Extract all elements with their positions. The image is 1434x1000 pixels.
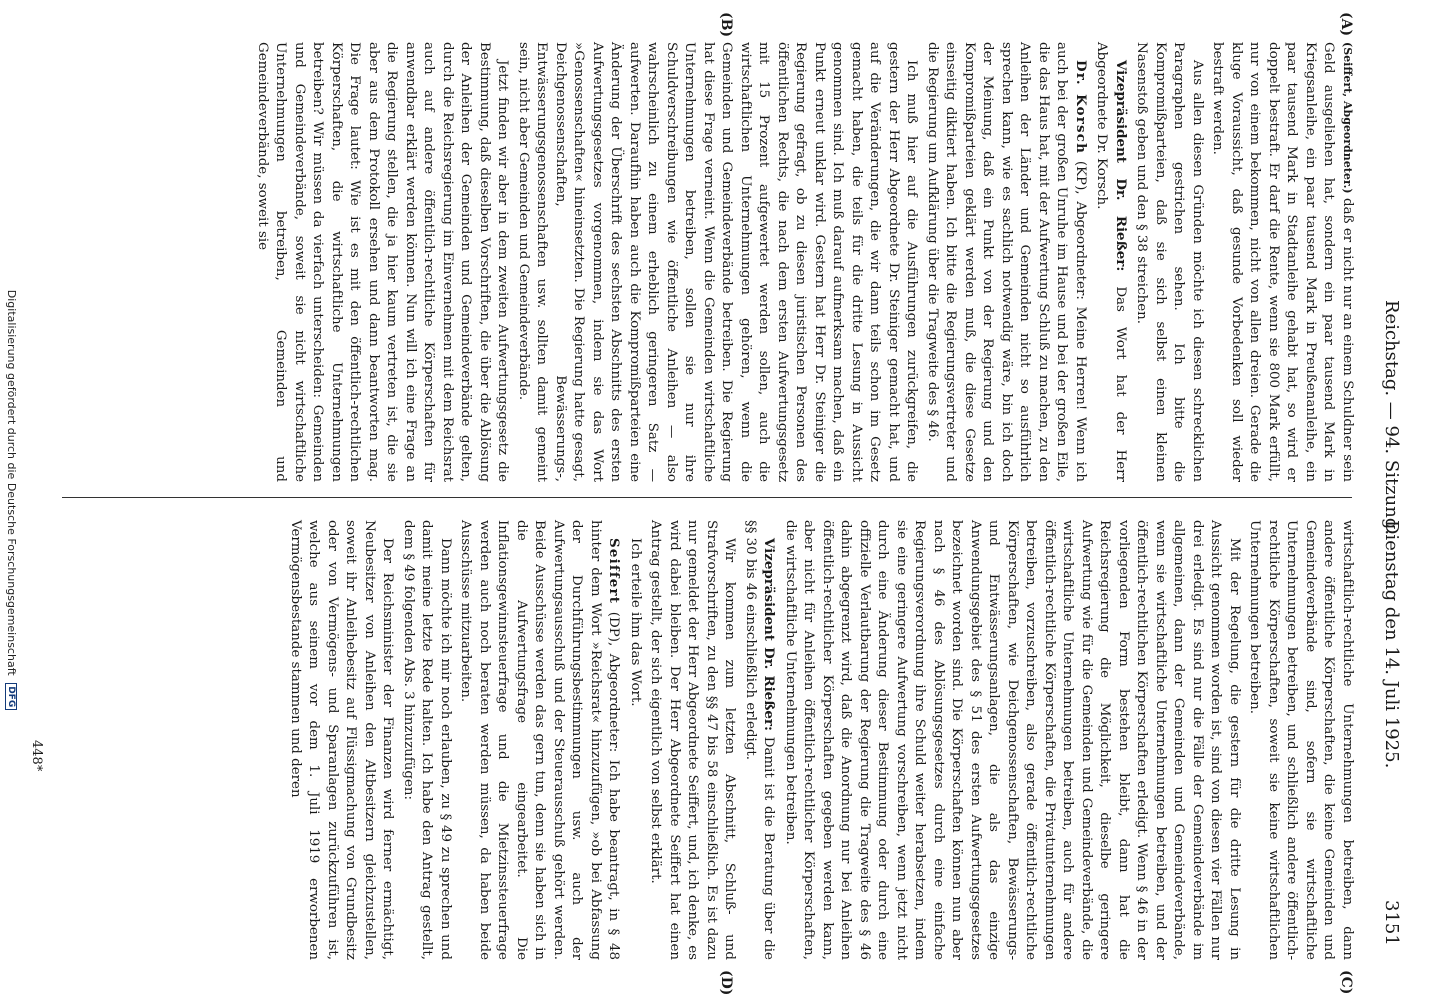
page-header [1362, 0, 1402, 1000]
dfg-logo: DFG [5, 683, 17, 710]
paragraph: Aus allen diesen Gründen möchte ich diesen schrecklichen Paragraphen gestrichen sehen. Ich bitte die Kompromißparteien, daß sie sich selbst einen kleinen Nasenstoß geben und den § 38 streichen. [1134, 42, 1205, 482]
paragraph [923, 42, 1091, 482]
paragraph [1208, 42, 1356, 482]
paragraph-text: daß er nicht nur an einem Schuldner sein Geld ausgeliehen hat, sondern ein paar tausend Mark in Kriegsanleihe, ein paar tausend Mark in Preußenanleihe, ein paar tausend Mark in Stadtanleihe gehabt hat, so wird er doppelt bestraft. Er darf die Rente, wenn sie 800 Mark erfüllt, nur von einem bekommen, nicht von allen dreien. Gerade die kluge Voraussicht, daß gesunde Vorbedenken soll wieder bestraft werden. [1210, 42, 1355, 482]
paragraph: Ich muß hier auf die Ausführungen zurückgreifen, die gestern der Herr Abgeordnete Dr. Steiniger gemacht hat, und auf die Veränderungen, die wir dann teils schon im Gesetz gemacht haben, die teils für die dritte Lesung in Aussicht genommen sind. Ich muß darauf aufmerksam machen, daß ein Punkt erneut unklar wird. Gestern hat Herr Dr. Steiniger die Regierung gefragt, ob zu diesen juristischen Personen des öffentlichen Rechts, die nach dem ersten Aufwertungsgesetz mit 15 Prozent aufgewertet werden sollen, auch die wirtschaftlichen Unternehmungen gehören, wenn die Gemeinden und Gemeindeverbände betreiben. Die Regierung hat diese Frage verneint. Wenn die Gemeinden wirtschaftliche Unternehmungen betreiben, sollen sie nur ihre Schuldverschreibungen wie öffentliche Anleihen — also wahrscheinlich zu einem erheblich geringeren Satz — aufwerten. Daraufhin haben auch die Kompromißparteien eine Änderung der Überschrift des sechsten Abschnitts des ersten Aufwertungsgesetzes vorgenommen, indem sie das Wort »Genossenschaften« hineinsetzten. Die Regierung hatte gesagt, Deichgenossenschaften, Bewässerungs-, Entwässerungsgenossenschaften usw. sollten damit gemeint sein, nicht aber Gemeinden und Gemeindeverbände. [516, 42, 920, 482]
speaker-name: Dr. Korsch [1073, 60, 1089, 155]
paragraph: Mit der Regelung, die gestern für die dritte Lesung in Aussicht genommen worden ist, sind von diesen vier Fällen nur drei erledigt. Es sind nur die Fälle der Gemeindeverbände im allgemeinen, dann der Gemeinden und Gemeindeverbände, wenn sie wirtschaftliche Unternehmungen betreiben, und der öffentlich-rechtlichen Körperschaften erledigt. Wenn § 46 in der vorliegenden Form bestehen bleibt, dann hat die Reichsregierung die Möglichkeit, dieselbe geringere Aufwertung wie für die Gemeinden und Gemeindeverbände, die wirtschaftliche Unternehmungen betreiben, auch für andere öffentlich-rechtliche Körperschaften, die Privatunternehmungen betreiben, vorzuschreiben, also gerade öffentlich-rechtliche Körperschaften, wie Deichgenossenschaften, Bewässerungs- und Entwässerungsanlagen, die als das einzige Anwendungsgebiet des § 51 des ersten Aufwertungsgesetzes bezeichnet worden sind. Die Körperschaften können nun aber nach § 46 des Ablösungsgesetzes durch eine einfache Regierungsverordnung ihre Schuld weiter herabsetzen, indem sie eine geringere Aufwertung vorschreiben, wenn jetzt nicht durch eine Änderung dieser Bestimmung oder durch eine offizielle Verlautbarung der Regierung die Tragweite des § 46 dahin abgegrenzt wird, daß die Anordnung nur bei Anleihen öffentlich-rechtlicher Körperschaften gegeben werden kann, aber nicht für Anleihen öffentlich-rechtlicher Körperschaften, die wirtschaftliche Unternehmungen betreiben. [783, 520, 1242, 960]
page-number: 3151 [1381, 900, 1402, 946]
paragraph-text: Meine Herren! Wenn ich auch bei der großen Unruhe im Hause und bei der großen Eile, die das Haus hat, mit der Aufwertung Schluß zu machen, zu den Anleihen der Länder und Gemeinden nicht so ausführlich sprechen kann, wie es sachlich notwendig wäre, bin ich doch der Meinung, daß ein Punkt von der Regierung und den Kompromißparteien geklärt werden muß, die diese Gesetze einseitig diktiert haben. Ich bitte die Regierungsvertreter und die Regierung um Aufklärung über die Tragweite des § 46. [925, 42, 1088, 483]
quoted-motion: Der Reichsminister der Finanzen wird ferner ermächtigt, Neubesitzer von Anleihen den Altbesitzern gleichzustellen, soweit ihr Anleihebesitz auf Flüssigmachung von Grundbesitz oder von Vermögens- und Sparanlagen zurückzuführen ist, welche aus seinem vor dem 1. Juli 1919 erworbenen Vermögensbestande stammen und deren [288, 520, 396, 960]
speaker-party: (DP), Abgeordneter: [606, 611, 622, 753]
paragraph [1092, 42, 1130, 482]
paragraph-text: Ich habe beantragt, in § 48 hinter dem Wort »Reichsrat« hinzuzufügen, »ob bei Abfassung der Durchführungsbestimmungen usw. auch der Aufwertungsausschuß und der Steuerausschuß gehört werden. Beide Ausschüsse werden das gern tun, denn sie haben sich in die Aufwertungsfrage eingearbeitet. Die Inflationsgewinnsteuerfrage und die Mietzinssteuerfrage werden auch noch beraten werden müssen, da haben beide Ausschüsse mitzuarbeiten. [458, 520, 622, 960]
digitization-note [2, 0, 18, 1000]
paragraph-text: Damit ist die Beratung über die §§ 30 bis 46 einschließlich erledigt. [743, 520, 777, 960]
paragraph: Jetzt finden wir aber in dem zweiten Aufwertungsgesetz die Bestimmung, daß dieselben Vorschriften, die über die Ablösung der Anleihen der Gemeinden und Gemeindeverbände gelten, durch die Reichsregierung im Einvernehmen mit dem Reichsrat auch auf andere öffentlich-rechtliche Körperschaften für anwendbar erklärt werden können. Nun will ich eine Frage an die Regierung stellen, die ja hier kaum vertreten ist, die sie aber aus dem Protokoll ersehen und dann beantworten mag. Die Frage lautet: Wie ist es mit den öffentlich-rechtlichen Körperschaften, die wirtschaftliche Unternehmungen betreiben? Wir müssen da vierfach unterscheiden: Gemeinden und Gemeindeverbände, soweit sie nicht wirtschaftliche Unternehmungen betreiben, Gemeinden und Gemeindeverbände, soweit sie [255, 42, 511, 482]
margin-marker-a: (A) [1338, 12, 1354, 37]
paragraph-text: Das Wort hat der Herr Abgeordnete Dr. Korsch. [1094, 42, 1128, 482]
margin-marker-d: (D) [718, 970, 734, 996]
margin-marker-c: (C) [1338, 970, 1354, 995]
speaker-continuation: (Seiffert, Abgeordneter.) [1341, 42, 1354, 194]
header-right: Dienstag den 14. Juli 1925. [1381, 520, 1402, 769]
margin-marker-b: (B) [718, 12, 734, 38]
header-left: Reichstag. — 94. Sitzung. [1381, 300, 1402, 536]
paragraph: Dann möchte ich mir noch erlauben, zu § 49 zu sprechen und damit meine letzte Rede halten. Ich habe den Antrag gestellt, dem § 49 folgenden Abs. 3 hinzuzufügen: [401, 520, 453, 960]
speaker-name: Seiffert [606, 538, 623, 605]
paragraph: wirtschaftlich-rechtliche Unternehmungen betreiben, dann andere öffentliche Körperschaften, die keine Gemeinden und Gemeindeverbände sind, sofern sie wirtschaftliche Unternehmungen betreiben, und schließlich andere öffentlich-rechtliche Körperschaften, soweit sie keine wirtschaftlichen Unternehmungen betreiben. [1247, 520, 1355, 960]
paragraph [456, 520, 624, 960]
left-column [251, 42, 1357, 482]
paragraph: Wir kommen zum letzten Abschnitt, Schluß- und Strafvorschriften, zu den §§ 47 bis 58 einschließlich. Es ist dazu nur gemeldet der Herr Abgeordnete Seiffert, und, ich denke, es wird dabei bleiben. Der Herr Abgeordnete Seiffert hat einen Antrag gestellt, der sich eigentlich von selbst erklärt. [648, 520, 738, 960]
speaker-name: Vizepräsident Dr. Rießer: [761, 538, 778, 731]
signature-mark: 448* [29, 740, 44, 772]
paragraph: Ich erteile ihm das Wort. [628, 538, 643, 707]
column-divider [62, 497, 1352, 498]
speaker-party: (KP), Abgeordneter: [1073, 160, 1088, 300]
right-column [284, 520, 1357, 960]
digitization-text: Digitalisierung gefördert durch die Deutsche Forschungsgemeinschaft [5, 289, 18, 676]
paragraph [741, 520, 779, 960]
speaker-name: Vizepräsident Dr. Rießer: [1113, 60, 1129, 272]
